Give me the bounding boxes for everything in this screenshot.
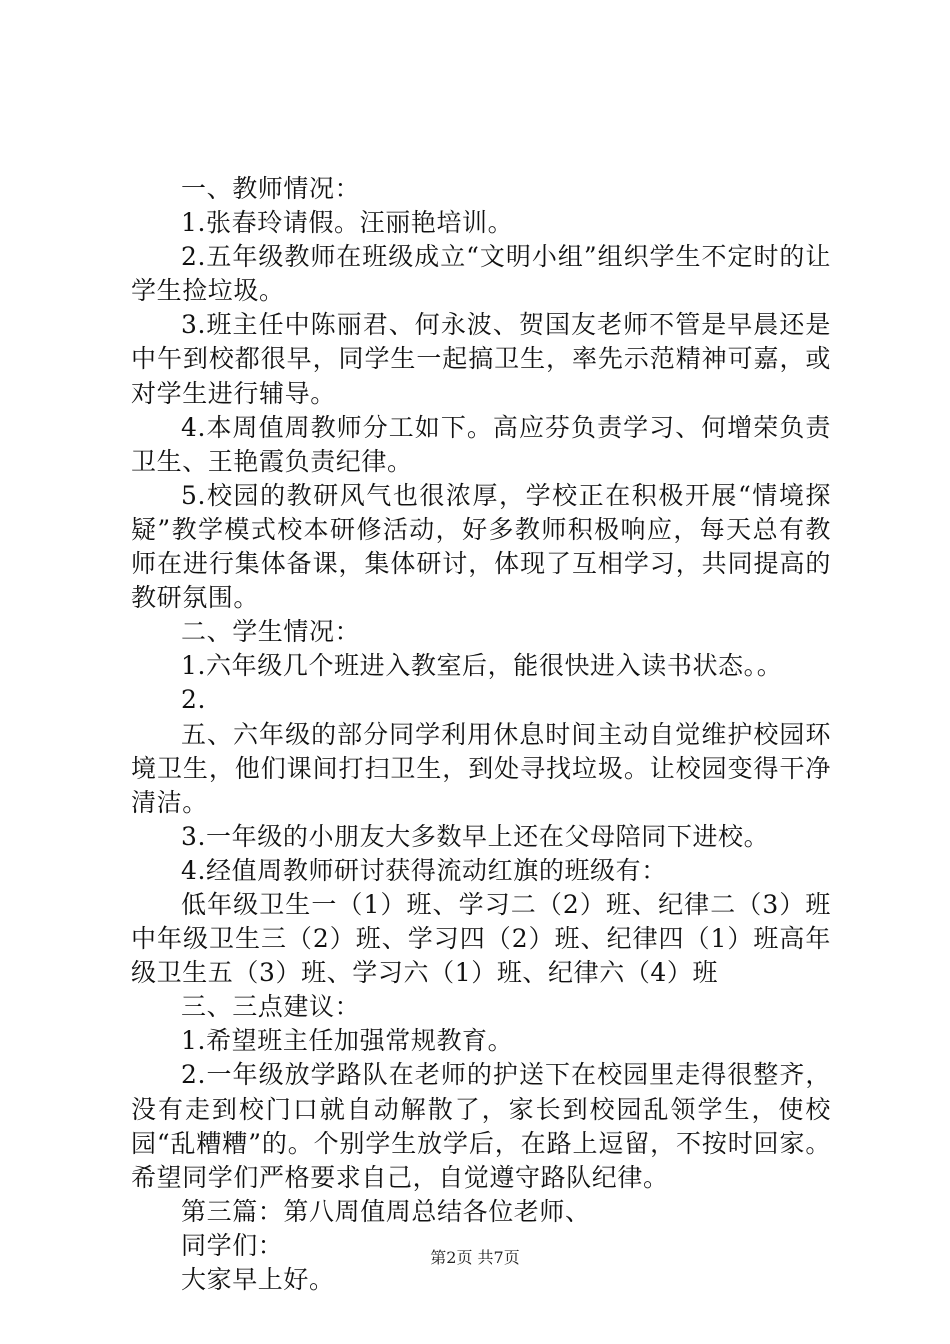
paragraph: 1.张春玲请假。汪丽艳培训。 [181,208,514,238]
section-heading-teachers: 一、教师情况： [181,174,361,203]
paragraph: 低年级卫生一（1）班、学习二（2）班、纪律二（3）班中年级卫生三（2）班、学习四（2）班、纪律四（1）班高年级卫生五（3）班、学习六（1）班、纪律六（4）班 [131,889,831,988]
section-heading-students: 二、学生情况： [181,617,361,647]
section-heading-suggestions: 三、三点建议： [181,992,361,1022]
paragraph: 2. [181,685,207,715]
paragraph: 3.一年级的小朋友大多数早上还在父母陪同下进校。 [181,821,770,851]
paragraph: 五、六年级的部分同学利用休息时间主动自觉维护校园环境卫生，他们课间打扫卫生，到处寻找垃圾。让校园变得干净清洁。 [131,719,831,817]
paragraph: 第三篇：第八周值周总结各位老师、 [181,1196,591,1226]
paragraph: 2.五年级教师在班级成立“文明小组”组织学生不定时的让学生捡垃圾。 [131,242,831,306]
paragraph: 1.六年级几个班进入教室后，能很快进入读书状态。。 [181,651,783,681]
page-number-footer: 第2页 共7页 [430,1248,520,1267]
paragraph: 同学们： [181,1230,284,1260]
paragraph: 4.经值周教师研讨获得流动红旗的班级有： [181,855,667,885]
paragraph: 4.本周值周教师分工如下。高应芬负责学习、何增荣负责卫生、王艳霞负责纪律。 [131,412,831,476]
paragraph: 2.一年级放学路队在老师的护送下在校园里走得很整齐，没有走到校门口就自动解散了，家长到校园乱领学生，使校园“乱糟糟”的。个别学生放学后，在路上逗留，不按时回家。希望同学们严格要求自己，自觉遵守路队纪律。 [131,1060,831,1192]
document-body [131,172,831,1297]
paragraph: 5.校园的教研风气也很浓厚，学校正在积极开展“情境探疑”教学模式校本研修活动，好多教师积极响应，每天总有教师在进行集体备课，集体研讨，体现了互相学习，共同提高的教研氛围。 [131,480,831,613]
paragraph: 大家早上好。 [181,1265,335,1294]
paragraph: 1.希望班主任加强常规教育。 [181,1026,514,1056]
paragraph: 3.班主任中陈丽君、何永波、贺国友老师不管是早晨还是中午到校都很早，同学生一起搞卫生，率先示范精神可嘉，或对学生进行辅导。 [131,310,831,408]
